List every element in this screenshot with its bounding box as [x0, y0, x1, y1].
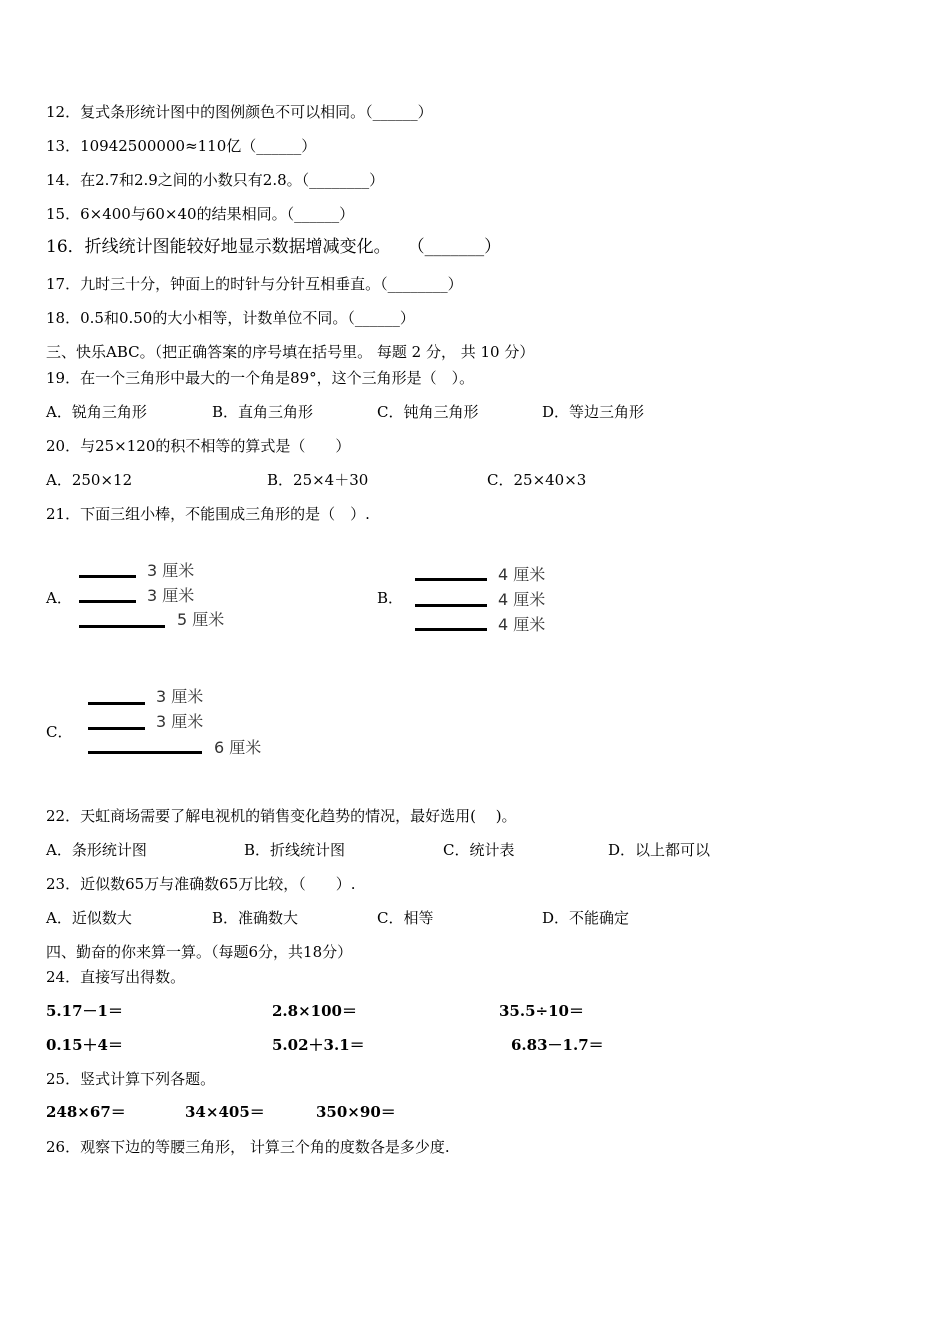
q23-option-c: C．相等: [377, 909, 434, 927]
stick-b-3-label: 4 厘米: [498, 615, 546, 634]
q24-item-2: 2.8×100＝: [272, 1002, 357, 1020]
q23-option-a: A．近似数大: [46, 909, 132, 927]
stick-b-1: [415, 578, 487, 581]
section-4-heading: 四、勤奋的你来算一算。（每题6分，共18分）: [46, 943, 353, 961]
q21-group-a-label: A．: [46, 589, 72, 607]
question-21-stem: 21．下面三组小棒，不能围成三角形的是（ ）.: [46, 505, 370, 523]
question-13: 13．10942500000≈110亿（______）: [46, 137, 317, 155]
q24-item-5: 5.02＋3.1＝: [272, 1036, 365, 1054]
q24-item-1: 5.17－1＝: [46, 1002, 123, 1020]
q20-option-a: A．250×12: [46, 471, 133, 489]
q19-option-a: A．锐角三角形: [46, 403, 147, 421]
question-16: 16．折线统计图能较好地显示数据增减变化。 （_______）: [46, 237, 502, 257]
question-24-stem: 24．直接写出得数。: [46, 968, 186, 986]
q24-item-6: 6.83－1.7＝: [511, 1036, 604, 1054]
question-17: 17．九时三十分，钟面上的时针与分针互相垂直。（________）: [46, 275, 463, 293]
stick-b-3: [415, 628, 487, 631]
stick-a-3: [79, 625, 165, 628]
q20-option-b: B．25×4＋30: [267, 471, 369, 489]
q24-item-3: 35.5÷10＝: [499, 1002, 584, 1020]
stick-c-3-label: 6 厘米: [214, 738, 262, 757]
stick-c-1-label: 3 厘米: [156, 687, 204, 706]
q22-option-b: B．折线统计图: [244, 841, 346, 859]
q24-item-4: 0.15＋4＝: [46, 1036, 123, 1054]
stick-b-1-label: 4 厘米: [498, 565, 546, 584]
q19-option-c: C．钝角三角形: [377, 403, 479, 421]
q22-option-a: A．条形统计图: [46, 841, 147, 859]
stick-a-1-label: 3 厘米: [147, 561, 195, 580]
stick-a-2: [79, 600, 136, 603]
q19-option-b: B．直角三角形: [212, 403, 314, 421]
q22-option-d: D．以上都可以: [608, 841, 711, 859]
stick-a-2-label: 3 厘米: [147, 586, 195, 605]
q25-item-3: 350×90＝: [316, 1103, 396, 1121]
stick-c-1: [88, 702, 145, 705]
question-15: 15．6×400与60×40的结果相同。（______）: [46, 205, 355, 223]
q22-option-c: C．统计表: [443, 841, 515, 859]
question-23-stem: 23．近似数65万与准确数65万比较，（ ）.: [46, 875, 356, 893]
question-18: 18．0.5和0.50的大小相等，计数单位不同。（______）: [46, 309, 415, 327]
question-22-stem: 22．天虹商场需要了解电视机的销售变化趋势的情况，最好选用( )。: [46, 807, 517, 825]
stick-b-2-label: 4 厘米: [498, 590, 546, 609]
stick-c-2-label: 3 厘米: [156, 712, 204, 731]
q19-option-d: D．等边三角形: [542, 403, 645, 421]
q25-item-1: 248×67＝: [46, 1103, 126, 1121]
q21-group-b-label: B．: [377, 589, 404, 607]
q23-option-d: D．不能确定: [542, 909, 630, 927]
stick-a-3-label: 5 厘米: [177, 610, 225, 629]
q20-option-c: C．25×40×3: [487, 471, 587, 489]
question-12: 12．复式条形统计图中的图例颜色不可以相同。（______）: [46, 103, 433, 121]
question-20-stem: 20．与25×120的积不相等的算式是（ ）: [46, 437, 351, 455]
question-14: 14．在2.7和2.9之间的小数只有2.8。（________）: [46, 171, 385, 189]
stick-c-2: [88, 727, 145, 730]
question-19-stem: 19．在一个三角形中最大的一个角是89°，这个三角形是（ ）。: [46, 369, 475, 387]
stick-b-2: [415, 604, 487, 607]
q25-item-2: 34×405＝: [185, 1103, 265, 1121]
section-3-heading: 三、快乐ABC。（把正确答案的序号填在括号里。 每题 2 分， 共 10 分）: [46, 343, 535, 361]
stick-c-3: [88, 751, 202, 754]
q23-option-b: B．准确数大: [212, 909, 299, 927]
stick-a-1: [79, 575, 136, 578]
question-25-stem: 25．竖式计算下列各题。: [46, 1070, 216, 1088]
question-26-stem: 26．观察下边的等腰三角形， 计算三个角的度数各是多少度.: [46, 1138, 450, 1156]
q21-group-c-label: C．: [46, 723, 73, 741]
